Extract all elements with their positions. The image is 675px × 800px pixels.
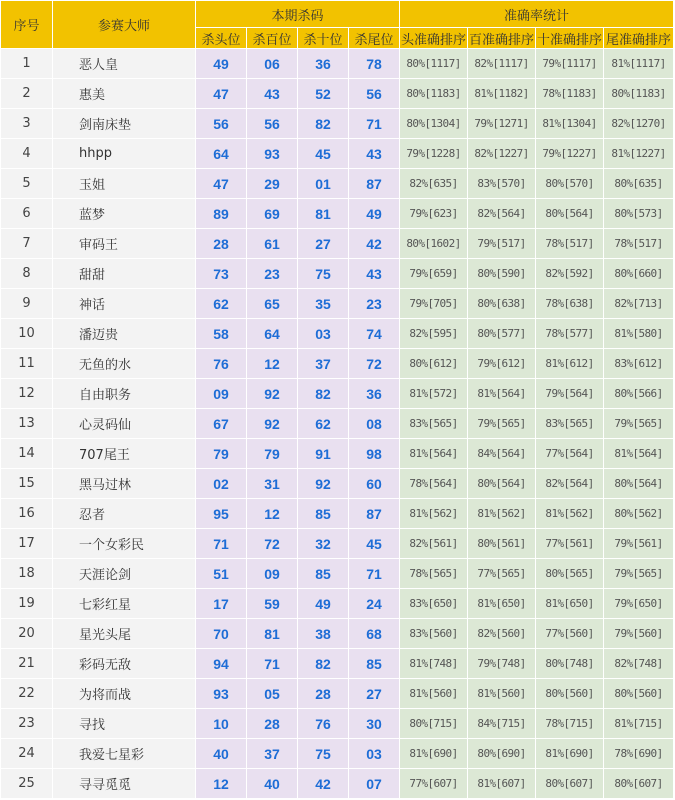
- stat-tens-cell: 80%[564]: [536, 199, 604, 229]
- stat-hundreds-cell: 79%[612]: [468, 349, 536, 379]
- kill-tail-cell: 03: [349, 739, 400, 769]
- kill-head-cell: 47: [196, 79, 247, 109]
- row-index: 13: [1, 409, 53, 439]
- stat-tens-cell: 81%[1304]: [536, 109, 604, 139]
- kill-head-cell: 89: [196, 199, 247, 229]
- stat-head-cell: 83%[565]: [400, 409, 468, 439]
- kill-tail-cell: 71: [349, 109, 400, 139]
- kill-tail-cell: 72: [349, 349, 400, 379]
- row-index: 25: [1, 769, 53, 799]
- row-index: 17: [1, 529, 53, 559]
- header-kill-head: 杀头位: [196, 28, 247, 49]
- master-name: 天涯论剑: [53, 559, 196, 589]
- kill-hundreds-cell: 79: [247, 439, 298, 469]
- header-kill-group: 本期杀码: [196, 1, 400, 28]
- header-kill-hundreds: 杀百位: [247, 28, 298, 49]
- stat-tens-cell: 78%[517]: [536, 229, 604, 259]
- stat-tail-cell: 79%[560]: [604, 619, 674, 649]
- stat-head-cell: 82%[561]: [400, 529, 468, 559]
- kill-head-cell: 93: [196, 679, 247, 709]
- table-row: [1, 229, 674, 259]
- stat-hundreds-cell: 84%[715]: [468, 709, 536, 739]
- master-name: 寻找: [53, 709, 196, 739]
- kill-hundreds-cell: 93: [247, 139, 298, 169]
- master-name: 甜甜: [53, 259, 196, 289]
- kill-tail-cell: 27: [349, 679, 400, 709]
- master-name: 惠美: [53, 79, 196, 109]
- kill-tail-cell: 42: [349, 229, 400, 259]
- stat-tens-cell: 77%[564]: [536, 439, 604, 469]
- table-row: [1, 739, 674, 769]
- stat-tens-cell: 79%[564]: [536, 379, 604, 409]
- table-row: [1, 289, 674, 319]
- kill-hundreds-cell: 31: [247, 469, 298, 499]
- kill-tail-cell: 07: [349, 769, 400, 799]
- kill-head-cell: 47: [196, 169, 247, 199]
- kill-tens-cell: 82: [298, 649, 349, 679]
- kill-head-cell: 64: [196, 139, 247, 169]
- kill-hundreds-cell: 05: [247, 679, 298, 709]
- stat-hundreds-cell: 80%[638]: [468, 289, 536, 319]
- stat-tail-cell: 80%[660]: [604, 259, 674, 289]
- stat-hundreds-cell: 79%[565]: [468, 409, 536, 439]
- stat-head-cell: 79%[623]: [400, 199, 468, 229]
- master-name: 心灵码仙: [53, 409, 196, 439]
- kill-head-cell: 17: [196, 589, 247, 619]
- stat-tail-cell: 79%[650]: [604, 589, 674, 619]
- table-row: [1, 439, 674, 469]
- master-name: 彩码无敌: [53, 649, 196, 679]
- kill-hundreds-cell: 56: [247, 109, 298, 139]
- stat-tens-cell: 77%[561]: [536, 529, 604, 559]
- kill-head-cell: 51: [196, 559, 247, 589]
- kill-head-cell: 79: [196, 439, 247, 469]
- kill-hundreds-cell: 29: [247, 169, 298, 199]
- stat-hundreds-cell: 80%[561]: [468, 529, 536, 559]
- stat-tens-cell: 81%[612]: [536, 349, 604, 379]
- kill-tens-cell: 82: [298, 379, 349, 409]
- table-row: [1, 679, 674, 709]
- stat-tail-cell: 81%[1117]: [604, 49, 674, 79]
- stat-hundreds-cell: 81%[607]: [468, 769, 536, 799]
- table-row: [1, 379, 674, 409]
- master-name: 无鱼的水: [53, 349, 196, 379]
- row-index: 21: [1, 649, 53, 679]
- master-name: 寻寻觅觅: [53, 769, 196, 799]
- row-index: 4: [1, 139, 53, 169]
- stat-tens-cell: 78%[638]: [536, 289, 604, 319]
- kill-hundreds-cell: 65: [247, 289, 298, 319]
- master-name: 707尾王: [53, 439, 196, 469]
- row-index: 5: [1, 169, 53, 199]
- kill-head-cell: 76: [196, 349, 247, 379]
- header-stats-group: 准确率统计: [400, 1, 674, 28]
- stat-tail-cell: 80%[607]: [604, 769, 674, 799]
- stat-tens-cell: 81%[690]: [536, 739, 604, 769]
- kill-tail-cell: 68: [349, 619, 400, 649]
- kill-tail-cell: 08: [349, 409, 400, 439]
- master-name: 我爱七星彩: [53, 739, 196, 769]
- stat-tail-cell: 79%[565]: [604, 559, 674, 589]
- kill-hundreds-cell: 61: [247, 229, 298, 259]
- stat-tail-cell: 81%[580]: [604, 319, 674, 349]
- stat-head-cell: 79%[659]: [400, 259, 468, 289]
- table-row: [1, 529, 674, 559]
- kill-hundreds-cell: 40: [247, 769, 298, 799]
- master-name: 为将而战: [53, 679, 196, 709]
- stat-tens-cell: 80%[748]: [536, 649, 604, 679]
- row-index: 14: [1, 439, 53, 469]
- stat-tail-cell: 82%[713]: [604, 289, 674, 319]
- stat-hundreds-cell: 81%[564]: [468, 379, 536, 409]
- stat-tail-cell: 81%[1227]: [604, 139, 674, 169]
- row-index: 6: [1, 199, 53, 229]
- table-row: [1, 319, 674, 349]
- master-name: 自由职务: [53, 379, 196, 409]
- stat-tens-cell: 81%[650]: [536, 589, 604, 619]
- stat-tens-cell: 78%[715]: [536, 709, 604, 739]
- stat-tail-cell: 83%[612]: [604, 349, 674, 379]
- kill-head-cell: 28: [196, 229, 247, 259]
- kill-tens-cell: 82: [298, 109, 349, 139]
- table-row: [1, 499, 674, 529]
- row-index: 1: [1, 49, 53, 79]
- table-row: [1, 49, 674, 79]
- kill-hundreds-cell: 92: [247, 379, 298, 409]
- stat-hundreds-cell: 80%[577]: [468, 319, 536, 349]
- kill-tens-cell: 91: [298, 439, 349, 469]
- row-index: 22: [1, 679, 53, 709]
- kill-head-cell: 94: [196, 649, 247, 679]
- kill-hundreds-cell: 64: [247, 319, 298, 349]
- stat-head-cell: 80%[1602]: [400, 229, 468, 259]
- stat-head-cell: 81%[560]: [400, 679, 468, 709]
- stat-head-cell: 80%[715]: [400, 709, 468, 739]
- kill-tail-cell: 45: [349, 529, 400, 559]
- table-row: [1, 409, 674, 439]
- kill-tens-cell: 75: [298, 259, 349, 289]
- kill-tens-cell: 27: [298, 229, 349, 259]
- kill-tens-cell: 76: [298, 709, 349, 739]
- stat-tail-cell: 80%[573]: [604, 199, 674, 229]
- kill-tail-cell: 24: [349, 589, 400, 619]
- master-name: 一个女彩民: [53, 529, 196, 559]
- stat-head-cell: 81%[564]: [400, 439, 468, 469]
- kill-tens-cell: 36: [298, 49, 349, 79]
- stat-hundreds-cell: 83%[570]: [468, 169, 536, 199]
- row-index: 24: [1, 739, 53, 769]
- master-name: 黑马过林: [53, 469, 196, 499]
- kill-tail-cell: 30: [349, 709, 400, 739]
- table-row: [1, 139, 674, 169]
- stat-tail-cell: 82%[1270]: [604, 109, 674, 139]
- row-index: 23: [1, 709, 53, 739]
- kill-tail-cell: 49: [349, 199, 400, 229]
- kill-tail-cell: 98: [349, 439, 400, 469]
- master-name: 审码王: [53, 229, 196, 259]
- stat-hundreds-cell: 82%[564]: [468, 199, 536, 229]
- header-kill-tail: 杀尾位: [349, 28, 400, 49]
- row-index: 12: [1, 379, 53, 409]
- kill-hundreds-cell: 72: [247, 529, 298, 559]
- stat-head-cell: 80%[1117]: [400, 49, 468, 79]
- stat-head-cell: 83%[650]: [400, 589, 468, 619]
- stat-head-cell: 82%[635]: [400, 169, 468, 199]
- master-name: 潘迈贵: [53, 319, 196, 349]
- stat-hundreds-cell: 79%[1271]: [468, 109, 536, 139]
- table-row: [1, 469, 674, 499]
- stat-hundreds-cell: 81%[560]: [468, 679, 536, 709]
- stat-tens-cell: 78%[577]: [536, 319, 604, 349]
- table-row: [1, 769, 674, 799]
- kill-tens-cell: 92: [298, 469, 349, 499]
- header-stat-head: 头准确排序: [400, 28, 468, 49]
- stat-tens-cell: 83%[565]: [536, 409, 604, 439]
- kill-hundreds-cell: 09: [247, 559, 298, 589]
- kill-tens-cell: 62: [298, 409, 349, 439]
- kill-hundreds-cell: 59: [247, 589, 298, 619]
- table-row: [1, 349, 674, 379]
- stat-hundreds-cell: 82%[1227]: [468, 139, 536, 169]
- stat-tail-cell: 80%[562]: [604, 499, 674, 529]
- stat-tail-cell: 80%[560]: [604, 679, 674, 709]
- kill-tens-cell: 28: [298, 679, 349, 709]
- stat-head-cell: 82%[595]: [400, 319, 468, 349]
- kill-hundreds-cell: 71: [247, 649, 298, 679]
- master-name: 恶人皇: [53, 49, 196, 79]
- master-name: 剑南床垫: [53, 109, 196, 139]
- stat-tens-cell: 82%[564]: [536, 469, 604, 499]
- table-row: [1, 79, 674, 109]
- kill-hundreds-cell: 92: [247, 409, 298, 439]
- kill-hundreds-cell: 06: [247, 49, 298, 79]
- kill-head-cell: 09: [196, 379, 247, 409]
- stat-hundreds-cell: 81%[1182]: [468, 79, 536, 109]
- table-row: [1, 199, 674, 229]
- stat-hundreds-cell: 81%[562]: [468, 499, 536, 529]
- row-index: 20: [1, 619, 53, 649]
- row-index: 15: [1, 469, 53, 499]
- stat-tail-cell: 82%[748]: [604, 649, 674, 679]
- kill-tail-cell: 71: [349, 559, 400, 589]
- row-index: 2: [1, 79, 53, 109]
- kill-tens-cell: 75: [298, 739, 349, 769]
- stat-tail-cell: 78%[517]: [604, 229, 674, 259]
- header-stat-tens: 十准确排序: [536, 28, 604, 49]
- kill-head-cell: 10: [196, 709, 247, 739]
- master-name: 神话: [53, 289, 196, 319]
- kill-hundreds-cell: 43: [247, 79, 298, 109]
- kill-tail-cell: 74: [349, 319, 400, 349]
- table-row: [1, 259, 674, 289]
- kill-tail-cell: 36: [349, 379, 400, 409]
- table-row: [1, 709, 674, 739]
- stat-hundreds-cell: 80%[590]: [468, 259, 536, 289]
- kill-tail-cell: 56: [349, 79, 400, 109]
- stat-tens-cell: 77%[560]: [536, 619, 604, 649]
- table-row: [1, 109, 674, 139]
- kill-tens-cell: 49: [298, 589, 349, 619]
- stat-head-cell: 77%[607]: [400, 769, 468, 799]
- kill-head-cell: 12: [196, 769, 247, 799]
- row-index: 19: [1, 589, 53, 619]
- header-stat-hundreds: 百准确排序: [468, 28, 536, 49]
- stat-hundreds-cell: 77%[565]: [468, 559, 536, 589]
- stat-tail-cell: 80%[635]: [604, 169, 674, 199]
- kill-tens-cell: 38: [298, 619, 349, 649]
- kill-tens-cell: 85: [298, 499, 349, 529]
- master-name: 忍者: [53, 499, 196, 529]
- table-row: [1, 589, 674, 619]
- kill-hundreds-cell: 12: [247, 499, 298, 529]
- header-master: 参赛大师: [53, 1, 196, 49]
- stat-tail-cell: 81%[715]: [604, 709, 674, 739]
- master-name: hhpp: [53, 139, 196, 169]
- kill-tail-cell: 87: [349, 499, 400, 529]
- stat-tail-cell: 80%[1183]: [604, 79, 674, 109]
- kill-head-cell: 95: [196, 499, 247, 529]
- kill-hundreds-cell: 12: [247, 349, 298, 379]
- kill-tens-cell: 37: [298, 349, 349, 379]
- stat-hundreds-cell: 80%[690]: [468, 739, 536, 769]
- table-row: [1, 619, 674, 649]
- table-body: [1, 49, 674, 799]
- kill-head-cell: 56: [196, 109, 247, 139]
- stat-head-cell: 78%[564]: [400, 469, 468, 499]
- kill-tens-cell: 81: [298, 199, 349, 229]
- stat-hundreds-cell: 80%[564]: [468, 469, 536, 499]
- stat-hundreds-cell: 81%[650]: [468, 589, 536, 619]
- stat-tail-cell: 80%[566]: [604, 379, 674, 409]
- header-stat-tail: 尾准确排序: [604, 28, 674, 49]
- kill-tens-cell: 32: [298, 529, 349, 559]
- stat-head-cell: 80%[612]: [400, 349, 468, 379]
- kill-tens-cell: 85: [298, 559, 349, 589]
- kill-head-cell: 62: [196, 289, 247, 319]
- stat-tens-cell: 80%[570]: [536, 169, 604, 199]
- stat-head-cell: 81%[572]: [400, 379, 468, 409]
- stat-tens-cell: 79%[1117]: [536, 49, 604, 79]
- kill-tail-cell: 43: [349, 139, 400, 169]
- kill-tail-cell: 85: [349, 649, 400, 679]
- stat-tens-cell: 82%[592]: [536, 259, 604, 289]
- stat-hundreds-cell: 82%[1117]: [468, 49, 536, 79]
- stat-tens-cell: 81%[562]: [536, 499, 604, 529]
- stat-tail-cell: 81%[564]: [604, 439, 674, 469]
- kill-tens-cell: 45: [298, 139, 349, 169]
- stat-head-cell: 79%[1228]: [400, 139, 468, 169]
- stat-head-cell: 79%[705]: [400, 289, 468, 319]
- stat-tail-cell: 79%[565]: [604, 409, 674, 439]
- kill-tens-cell: 35: [298, 289, 349, 319]
- row-index: 7: [1, 229, 53, 259]
- row-index: 11: [1, 349, 53, 379]
- kill-head-cell: 71: [196, 529, 247, 559]
- kill-head-cell: 67: [196, 409, 247, 439]
- kill-hundreds-cell: 81: [247, 619, 298, 649]
- stat-head-cell: 81%[562]: [400, 499, 468, 529]
- kill-head-cell: 58: [196, 319, 247, 349]
- stat-tens-cell: 78%[1183]: [536, 79, 604, 109]
- kill-head-cell: 40: [196, 739, 247, 769]
- kill-tail-cell: 87: [349, 169, 400, 199]
- stat-tens-cell: 79%[1227]: [536, 139, 604, 169]
- kill-hundreds-cell: 37: [247, 739, 298, 769]
- header-index: 序号: [1, 1, 53, 49]
- master-name: 蓝梦: [53, 199, 196, 229]
- stat-tens-cell: 80%[560]: [536, 679, 604, 709]
- kill-tail-cell: 78: [349, 49, 400, 79]
- row-index: 16: [1, 499, 53, 529]
- kill-head-cell: 70: [196, 619, 247, 649]
- master-name: 星光头尾: [53, 619, 196, 649]
- stat-tens-cell: 80%[565]: [536, 559, 604, 589]
- stat-hundreds-cell: 79%[517]: [468, 229, 536, 259]
- row-index: 3: [1, 109, 53, 139]
- kill-tens-cell: 01: [298, 169, 349, 199]
- stat-tens-cell: 80%[607]: [536, 769, 604, 799]
- stat-hundreds-cell: 79%[748]: [468, 649, 536, 679]
- header-kill-tens: 杀十位: [298, 28, 349, 49]
- kill-tail-cell: 60: [349, 469, 400, 499]
- stat-head-cell: 83%[560]: [400, 619, 468, 649]
- kill-hundreds-cell: 28: [247, 709, 298, 739]
- kill-tens-cell: 42: [298, 769, 349, 799]
- kill-tail-cell: 23: [349, 289, 400, 319]
- stat-head-cell: 80%[1183]: [400, 79, 468, 109]
- table-row: [1, 559, 674, 589]
- stat-tail-cell: 80%[564]: [604, 469, 674, 499]
- kill-tail-cell: 43: [349, 259, 400, 289]
- kill-head-cell: 73: [196, 259, 247, 289]
- row-index: 8: [1, 259, 53, 289]
- stat-head-cell: 80%[1304]: [400, 109, 468, 139]
- row-index: 10: [1, 319, 53, 349]
- kill-tens-cell: 03: [298, 319, 349, 349]
- master-name: 玉姐: [53, 169, 196, 199]
- stat-head-cell: 81%[748]: [400, 649, 468, 679]
- stat-tail-cell: 79%[561]: [604, 529, 674, 559]
- stat-tail-cell: 78%[690]: [604, 739, 674, 769]
- stat-hundreds-cell: 82%[560]: [468, 619, 536, 649]
- row-index: 18: [1, 559, 53, 589]
- master-name: 七彩红星: [53, 589, 196, 619]
- stat-hundreds-cell: 84%[564]: [468, 439, 536, 469]
- kill-hundreds-cell: 69: [247, 199, 298, 229]
- stat-head-cell: 78%[565]: [400, 559, 468, 589]
- row-index: 9: [1, 289, 53, 319]
- kill-tens-cell: 52: [298, 79, 349, 109]
- kill-head-cell: 49: [196, 49, 247, 79]
- stat-head-cell: 81%[690]: [400, 739, 468, 769]
- table-row: [1, 649, 674, 679]
- kill-hundreds-cell: 23: [247, 259, 298, 289]
- kill-head-cell: 02: [196, 469, 247, 499]
- table-row: [1, 169, 674, 199]
